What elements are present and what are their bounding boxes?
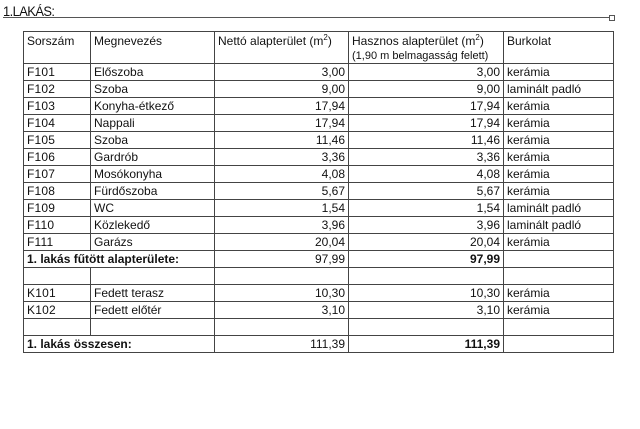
table-row [24, 132, 614, 149]
heated-total-net: 97,99 [215, 251, 349, 268]
net-area: 20,04 [215, 234, 349, 251]
room-name: Szoba [91, 132, 215, 149]
document-title-suffix: : [51, 3, 55, 19]
room-code: F102 [24, 81, 91, 98]
finish: kerámia [504, 302, 614, 319]
grand-total-row [24, 336, 614, 353]
title-rule [3, 17, 613, 18]
room-code: F104 [24, 115, 91, 132]
net-area: 10,30 [215, 285, 349, 302]
header-net-area [215, 32, 349, 64]
room-code: K102 [24, 302, 91, 319]
room-code: F108 [24, 183, 91, 200]
heated-total-label: 1. lakás fűtött alapterülete: [24, 251, 215, 268]
net-area: 3,96 [215, 217, 349, 234]
room-code: F110 [24, 217, 91, 234]
net-area: 17,94 [215, 115, 349, 132]
table-row [24, 285, 614, 302]
room-code: F109 [24, 200, 91, 217]
room-name: Fedett előtér [91, 302, 215, 319]
usable-area: 10,30 [349, 285, 504, 302]
usable-area: 3,10 [349, 302, 504, 319]
usable-area: 17,94 [349, 115, 504, 132]
usable-area: 11,46 [349, 132, 504, 149]
grand-total-net: 111,39 [215, 336, 349, 353]
usable-area: 3,00 [349, 64, 504, 81]
table-row [24, 149, 614, 166]
finish: kerámia [504, 64, 614, 81]
net-area: 3,10 [215, 302, 349, 319]
header-finish: Burkolat [504, 32, 614, 64]
finish: kerámia [504, 149, 614, 166]
net-area: 4,08 [215, 166, 349, 183]
usable-area: 3,36 [349, 149, 504, 166]
finish: kerámia [504, 98, 614, 115]
header-code: Sorszám [24, 32, 91, 64]
spacer-row [24, 268, 614, 285]
header-usable-area-note: (1,90 m belmagasság felett) [352, 50, 489, 62]
heated-total-usable: 97,99 [349, 251, 504, 268]
finish: kerámia [504, 234, 614, 251]
room-name: Fedett terasz [91, 285, 215, 302]
usable-area: 17,94 [349, 98, 504, 115]
table-row [24, 183, 614, 200]
usable-area: 20,04 [349, 234, 504, 251]
finish: laminált padló [504, 81, 614, 98]
table-row [24, 166, 614, 183]
table-row [24, 302, 614, 319]
table-row [24, 217, 614, 234]
usable-area: 5,67 [349, 183, 504, 200]
net-area: 17,94 [215, 98, 349, 115]
room-name: Gardrób [91, 149, 215, 166]
room-code: F107 [24, 166, 91, 183]
grand-total-finish [504, 336, 614, 353]
room-code: K101 [24, 285, 91, 302]
net-area: 5,67 [215, 183, 349, 200]
table-row [24, 115, 614, 132]
net-area: 9,00 [215, 81, 349, 98]
room-code: F106 [24, 149, 91, 166]
header-usable-area-close: ) [479, 34, 484, 48]
room-code: F111 [24, 234, 91, 251]
spacer-row [24, 319, 614, 336]
table-row [24, 234, 614, 251]
net-area: 11,46 [215, 132, 349, 149]
room-name: Konyha-étkező [91, 98, 215, 115]
table-row [24, 81, 614, 98]
header-net-area-close: ) [327, 34, 332, 48]
usable-area: 4,08 [349, 166, 504, 183]
usable-area: 9,00 [349, 81, 504, 98]
room-name: Mosókonyha [91, 166, 215, 183]
document-title-text: 1.LAKÁS [3, 3, 52, 19]
room-name: Nappali [91, 115, 215, 132]
room-code: F105 [24, 132, 91, 149]
net-area: 1,54 [215, 200, 349, 217]
header-usable-area [349, 32, 504, 64]
finish: kerámia [504, 132, 614, 149]
area-table [23, 31, 614, 353]
room-name: Fürdőszoba [91, 183, 215, 200]
room-name: Szoba [91, 81, 215, 98]
header-usable-area-text: Hasznos alapterület (m [352, 34, 476, 48]
finish: kerámia [504, 115, 614, 132]
grand-total-usable: 111,39 [349, 336, 504, 353]
room-name: WC [91, 200, 215, 217]
net-area: 3,36 [215, 149, 349, 166]
room-name: Előszoba [91, 64, 215, 81]
finish: kerámia [504, 166, 614, 183]
room-name: Garázs [91, 234, 215, 251]
room-name: Közlekedő [91, 217, 215, 234]
finish: laminált padló [504, 217, 614, 234]
header-usable-area-sup: 2 [475, 33, 480, 42]
table-row [24, 98, 614, 115]
room-code: F101 [24, 64, 91, 81]
finish: laminált padló [504, 200, 614, 217]
room-code: F103 [24, 98, 91, 115]
header-net-area-text: Nettó alapterület (m [218, 34, 324, 48]
table-row [24, 64, 614, 81]
finish: kerámia [504, 183, 614, 200]
net-area: 3,00 [215, 64, 349, 81]
grand-total-label: 1. lakás összesen: [24, 336, 215, 353]
table-row [24, 200, 614, 217]
header-name: Megnevezés [91, 32, 215, 64]
header-net-area-sup: 2 [323, 33, 328, 42]
heated-total-finish [504, 251, 614, 268]
heated-total-row [24, 251, 614, 268]
table-header-row [24, 32, 614, 64]
usable-area: 3,96 [349, 217, 504, 234]
finish: kerámia [504, 285, 614, 302]
usable-area: 1,54 [349, 200, 504, 217]
